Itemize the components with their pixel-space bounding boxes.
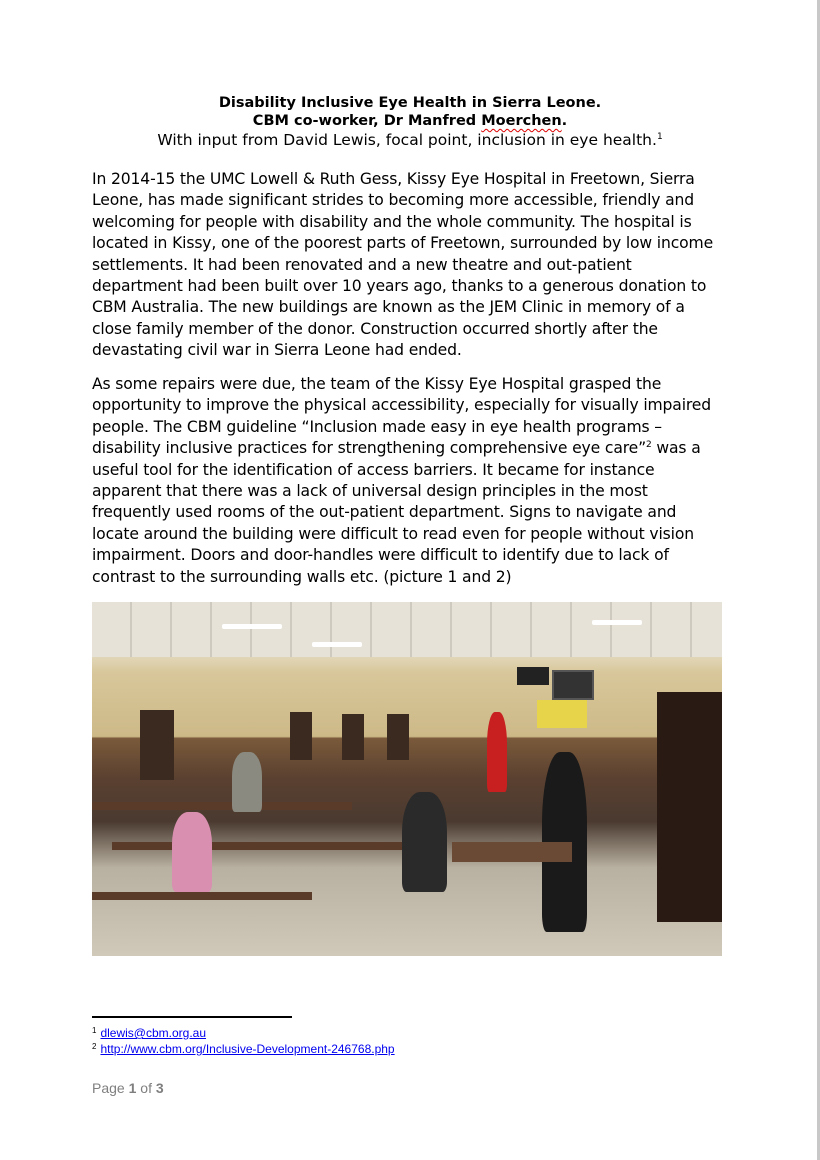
- text-line: devastating civil war in Sierra Leone had ended.: [92, 341, 462, 360]
- photo-person: [232, 752, 262, 812]
- text-line: locate around the building were difficult to read even for people without vision: [92, 524, 694, 543]
- photo-light: [312, 642, 362, 647]
- text-line: settlements. It had been renovated and a new theatre and out-patient: [92, 255, 632, 274]
- page-current: 1: [128, 1080, 137, 1096]
- text-line: welcoming for people with disability and the whole community. The hospital is: [92, 212, 692, 231]
- photo-bench: [92, 802, 352, 810]
- page-of: of: [140, 1080, 152, 1096]
- footnote-url-link[interactable]: http://www.cbm.org/Inclusive-Development-246768.php: [100, 1042, 395, 1056]
- text-line: In 2014-15 the UMC Lowell & Ruth Gess, Kissy Eye Hospital in Freetown, Sierra: [92, 170, 695, 188]
- text-line: opportunity to improve the physical accessibility, especially for visually impaired: [92, 396, 711, 415]
- contributor-text: With input from David Lewis, focal point, inclusion in eye health.: [157, 131, 657, 149]
- text-line: located in Kissy, one of the poorest parts of Freetown, surrounded by low income: [92, 234, 714, 253]
- text-line: Leone, has made significant strides to becoming more accessible, friendly and: [92, 191, 695, 210]
- photo-bench: [92, 892, 312, 900]
- footnote-number: 1: [92, 1026, 97, 1035]
- photo-tv: [517, 667, 549, 685]
- author-prefix: CBM co-worker, Dr Manfred: [252, 113, 482, 129]
- page-number: [92, 1080, 164, 1096]
- photo-desk: [452, 842, 572, 862]
- text-line: [92, 438, 742, 459]
- photo-light: [222, 624, 282, 629]
- page-total: 3: [155, 1080, 164, 1096]
- photo-door: [657, 692, 722, 922]
- text-fragment: disability inclusive practices for strengthening comprehensive eye care”: [92, 439, 647, 458]
- photo-door: [342, 714, 364, 760]
- text-line: As some repairs were due, the team of the Kissy Eye Hospital grasped the: [92, 375, 662, 393]
- footnote-email-link[interactable]: dlewis@cbm.org.au: [100, 1026, 207, 1040]
- text-line: close family member of the donor. Construction occurred shortly after the: [92, 319, 658, 338]
- footnote-ref-2[interactable]: 2: [646, 440, 652, 451]
- paragraph-2: [92, 374, 742, 588]
- document-title: Disability Inclusive Eye Health in Sierra Leone.: [218, 95, 602, 111]
- photo-poster: [552, 670, 594, 700]
- text-fragment: was a: [651, 439, 701, 458]
- text-line: impairment. Doors and door-handles were difficult to identify due to lack of: [92, 546, 669, 565]
- author-name-spellcheck[interactable]: Moerchen: [481, 113, 562, 129]
- footnote-2: [92, 1042, 395, 1056]
- photo-person: [172, 812, 212, 892]
- photo-door: [387, 714, 409, 760]
- text-line: apparent that there was a lack of universal design principles in the most: [92, 482, 648, 501]
- photo-ceiling: [92, 602, 722, 657]
- author-suffix: .: [561, 113, 568, 129]
- photo-waiting-room: [92, 602, 722, 956]
- text-line: CBM Australia. The new buildings are known as the JEM Clinic in memory of a: [92, 298, 685, 317]
- photo-bench: [112, 842, 412, 850]
- text-line: people. The CBM guideline “Inclusion made easy in eye health programs –: [92, 417, 662, 436]
- photo-door: [140, 710, 174, 780]
- footnote-1: [92, 1026, 206, 1040]
- photo-person: [487, 712, 507, 792]
- footnote-number: 2: [92, 1042, 97, 1051]
- photo-door: [290, 712, 312, 760]
- contributor-line: [0, 131, 820, 149]
- text-line: frequently used rooms of the out-patient department. Signs to navigate and: [92, 503, 677, 522]
- footnote-separator: [92, 1016, 292, 1018]
- photo-sign: [537, 700, 587, 728]
- text-line: department had been built over 10 years ago, thanks to a generous donation to: [92, 277, 707, 296]
- paragraph-1: [92, 169, 742, 362]
- text-line: contrast to the surrounding walls etc. (picture 1 and 2): [92, 567, 512, 586]
- footnote-ref-1[interactable]: 1: [656, 132, 663, 142]
- page-label: Page: [92, 1080, 125, 1096]
- text-line: useful tool for the identification of access barriers. It became for instance: [92, 460, 655, 479]
- photo-light: [592, 620, 642, 625]
- photo-person: [402, 792, 447, 892]
- author-line: [0, 113, 820, 129]
